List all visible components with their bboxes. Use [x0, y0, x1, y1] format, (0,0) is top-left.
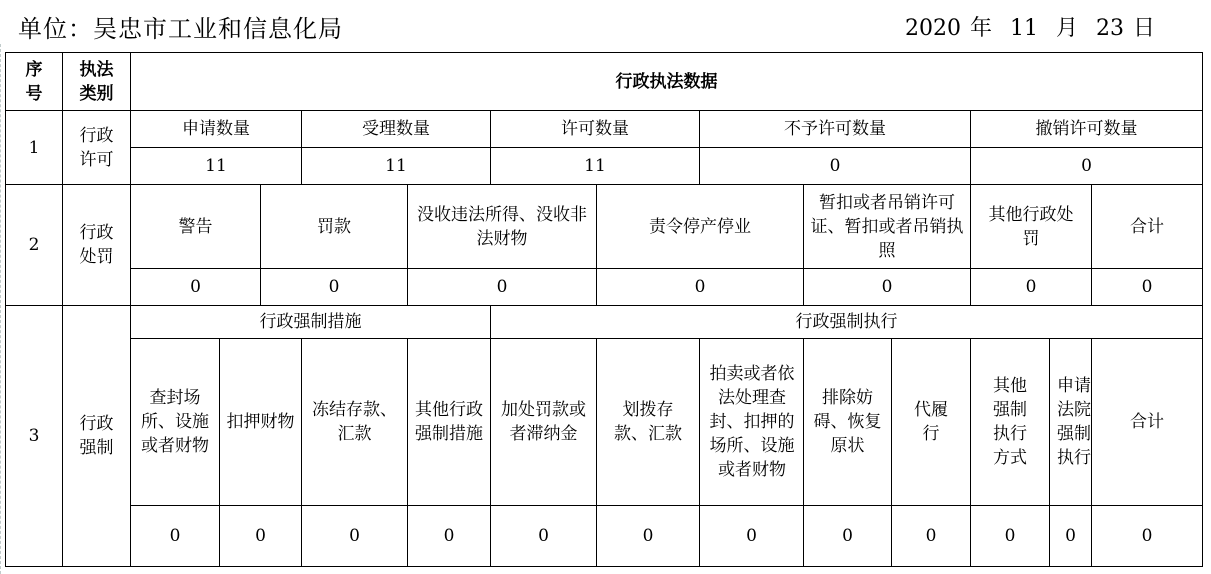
row2-header: 暂扣或者吊销许可证、暂扣或者吊销执照	[804, 185, 971, 269]
row1-value: 11	[302, 148, 491, 185]
row1-header: 撤销许可数量	[971, 111, 1203, 148]
row1-seq: 1	[6, 111, 63, 185]
row2-header: 警告	[131, 185, 261, 269]
row3-header: 其他强制执行方式	[971, 339, 1050, 506]
row2-value: 0	[131, 269, 261, 306]
row3-header: 拍卖或者依法处理查封、扣押的场所、设施或者财物	[700, 339, 804, 506]
row3-value: 0	[131, 506, 220, 567]
row1-value: 11	[131, 148, 302, 185]
date-month: 11	[1010, 16, 1039, 41]
row3-category: 行政强制	[63, 306, 131, 567]
table-row	[6, 306, 1203, 339]
table-row	[6, 269, 1203, 306]
table-row	[6, 339, 1203, 506]
row2-value: 0	[804, 269, 971, 306]
row3-header: 代履行	[892, 339, 971, 506]
date-day: 23	[1096, 16, 1125, 41]
row3-value: 0	[700, 506, 804, 567]
row3-header: 划拨存款、汇款	[597, 339, 700, 506]
table-row	[6, 506, 1203, 567]
row2-category: 行政处罚	[63, 185, 131, 306]
row3-value: 0	[804, 506, 892, 567]
row2-value: 0	[261, 269, 408, 306]
row2-header: 其他行政处罚	[971, 185, 1092, 269]
row3-value: 0	[1092, 506, 1203, 567]
report-date	[905, 11, 1155, 42]
enforcement-data-table	[5, 52, 1203, 567]
date-month-unit: 月	[1056, 16, 1079, 41]
row2-header: 没收违法所得、没收非法财物	[408, 185, 597, 269]
row2-seq: 2	[6, 185, 63, 306]
row3-header: 查封场所、设施或者财物	[131, 339, 220, 506]
page-edge-marker	[0, 44, 2, 574]
row3-header: 其他行政强制措施	[408, 339, 491, 506]
col-seq-header: 序号	[6, 53, 63, 111]
row3-header: 申请法院强制执行	[1050, 339, 1092, 506]
row1-value: 11	[491, 148, 700, 185]
table-title: 行政执法数据	[131, 53, 1203, 111]
row3-value: 0	[302, 506, 408, 567]
table-row	[6, 185, 1203, 269]
row1-value: 0	[971, 148, 1203, 185]
row1-header: 受理数量	[302, 111, 491, 148]
row3-value: 0	[408, 506, 491, 567]
table-row	[6, 111, 1203, 148]
row2-value: 0	[408, 269, 597, 306]
row3-value: 0	[597, 506, 700, 567]
table-row	[6, 148, 1203, 185]
row3-value: 0	[971, 506, 1050, 567]
report-header	[0, 0, 1211, 50]
row3-header: 加处罚款或者滞纳金	[491, 339, 597, 506]
row2-header: 责令停产停业	[597, 185, 804, 269]
row1-header: 申请数量	[131, 111, 302, 148]
row3-value: 0	[1050, 506, 1092, 567]
row3-group-measures: 行政强制措施	[131, 306, 491, 339]
unit-name: 单位：吴忠市工业和信息化局	[18, 15, 343, 43]
row2-header: 合计	[1092, 185, 1203, 269]
table-header-row	[6, 53, 1203, 111]
col-category-header: 执法类别	[63, 53, 131, 111]
row1-header: 许可数量	[491, 111, 700, 148]
date-year: 2020	[905, 16, 961, 41]
row3-group-execution: 行政强制执行	[491, 306, 1203, 339]
date-year-unit: 年	[970, 16, 993, 41]
row2-value: 0	[597, 269, 804, 306]
row3-value: 0	[491, 506, 597, 567]
row3-value: 0	[892, 506, 971, 567]
row3-header: 扣押财物	[220, 339, 302, 506]
date-day-unit: 日	[1133, 16, 1156, 41]
row2-header: 罚款	[261, 185, 408, 269]
row1-header: 不予许可数量	[700, 111, 971, 148]
row1-category: 行政许可	[63, 111, 131, 185]
row3-header: 冻结存款、汇款	[302, 339, 408, 506]
row3-seq: 3	[6, 306, 63, 567]
row1-value: 0	[700, 148, 971, 185]
row3-value: 0	[220, 506, 302, 567]
row3-header: 排除妨碍、恢复原状	[804, 339, 892, 506]
row2-value: 0	[971, 269, 1092, 306]
row3-header: 合计	[1092, 339, 1203, 506]
row2-value: 0	[1092, 269, 1203, 306]
